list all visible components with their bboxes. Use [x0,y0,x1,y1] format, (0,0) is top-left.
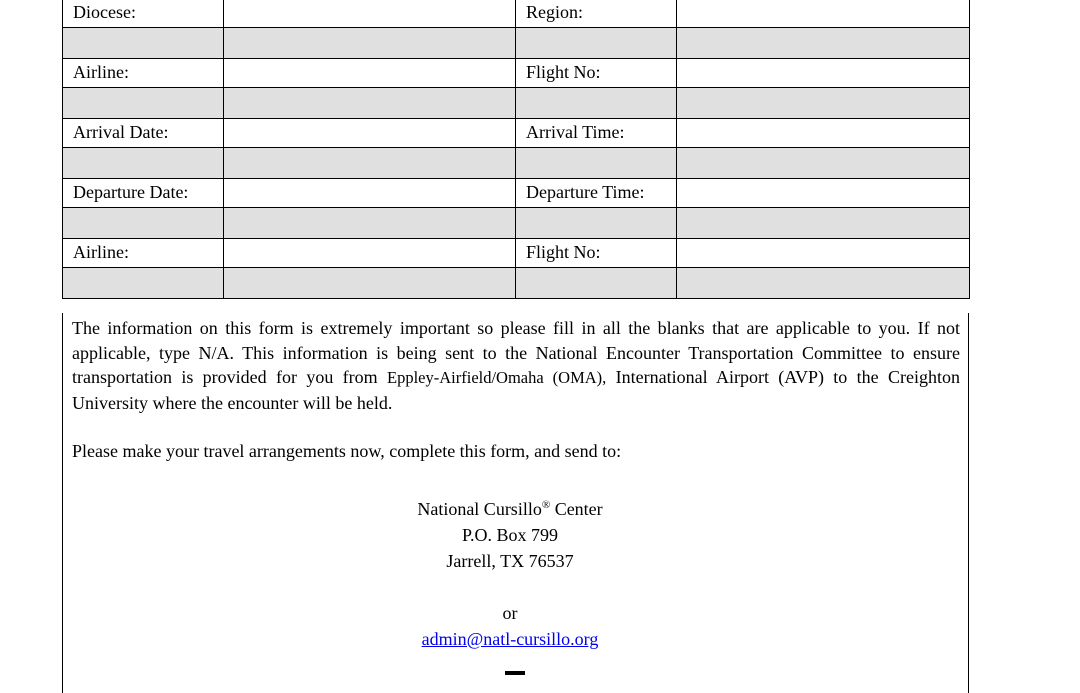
spacer-cell [63,27,224,59]
center-name-text: National Cursillo [417,498,542,519]
registered-mark: ® [541,498,551,511]
city-state-zip: Jarrell, TX 76537 [446,550,574,571]
return-airline-field[interactable] [224,239,516,268]
notice-paragraph [72,316,960,415]
center-name [60,496,960,522]
form-spacer-row [63,147,970,179]
departure-date-label: Departure Date: [63,179,224,208]
notice-box [62,313,969,693]
form-row-airline-2 [63,239,970,268]
airline-field[interactable] [224,59,516,88]
spacer-cell [677,27,970,59]
region-label: Region: [516,0,677,27]
spacer-cell [677,207,970,239]
form-row-diocese [63,0,970,27]
diocese-label: Diocese: [63,0,224,27]
spacer-cell [224,147,516,179]
spacer-cell [677,147,970,179]
notice-text-end: International Airport (AVP) to the Creighton University where the encounter will be held. [72,367,960,413]
form-spacer-row [63,27,970,59]
center-name-suffix: Center [550,498,603,519]
spacer-cell [224,87,516,119]
bottom-dash-mark [505,671,525,675]
email-line [60,626,960,652]
departure-time-label: Departure Time: [516,179,677,208]
region-field[interactable] [677,0,970,27]
arrival-time-label: Arrival Time: [516,119,677,148]
flight-no-field[interactable] [677,59,970,88]
return-airline-label: Airline: [63,239,224,268]
or-text: or [502,602,518,623]
spacer-cell [516,207,677,239]
diocese-field[interactable] [224,0,516,27]
spacer-cell [63,267,224,299]
instructions-paragraph: Please make your travel arrangements now, complete this form, and send to: [72,441,622,461]
spacer-cell [677,87,970,119]
return-flight-no-label: Flight No: [516,239,677,268]
mailing-address [60,496,960,652]
arrival-date-label: Arrival Date: [63,119,224,148]
spacer-cell [63,207,224,239]
return-flight-no-field[interactable] [677,239,970,268]
arrival-time-field[interactable] [677,119,970,148]
po-box: P.O. Box 799 [461,524,559,545]
notice-text-start: The information on this form is extremely important so please fill in all the blanks that are applicable to you. If not applicable, type N/A. This information is being sent to the National Encounter Transportation Committee to ensure transportation is provided for you from [72,318,960,387]
form-row-departure [63,179,970,208]
departure-time-field[interactable] [677,179,970,208]
departure-date-field[interactable] [224,179,516,208]
form-spacer-row [63,207,970,239]
spacer-cell [516,267,677,299]
form-row-arrival [63,119,970,148]
spacer-cell [63,87,224,119]
spacer-cell [677,267,970,299]
form-row-airline-1 [63,59,970,88]
form-spacer-row [63,267,970,299]
spacer-cell [224,267,516,299]
airline-label: Airline: [63,59,224,88]
spacer-cell [516,87,677,119]
spacer-cell [516,27,677,59]
notice-airport-name: Eppley-Airfield/Omaha (OMA), [387,368,607,387]
form-spacer-row [63,87,970,119]
spacer-cell [63,147,224,179]
spacer-cell [224,27,516,59]
spacer-cell [224,207,516,239]
flight-no-label: Flight No: [516,59,677,88]
travel-form-table [62,0,970,299]
arrival-date-field[interactable] [224,119,516,148]
spacer-cell [516,147,677,179]
email-link[interactable]: admin@natl-cursillo.org [421,628,599,649]
